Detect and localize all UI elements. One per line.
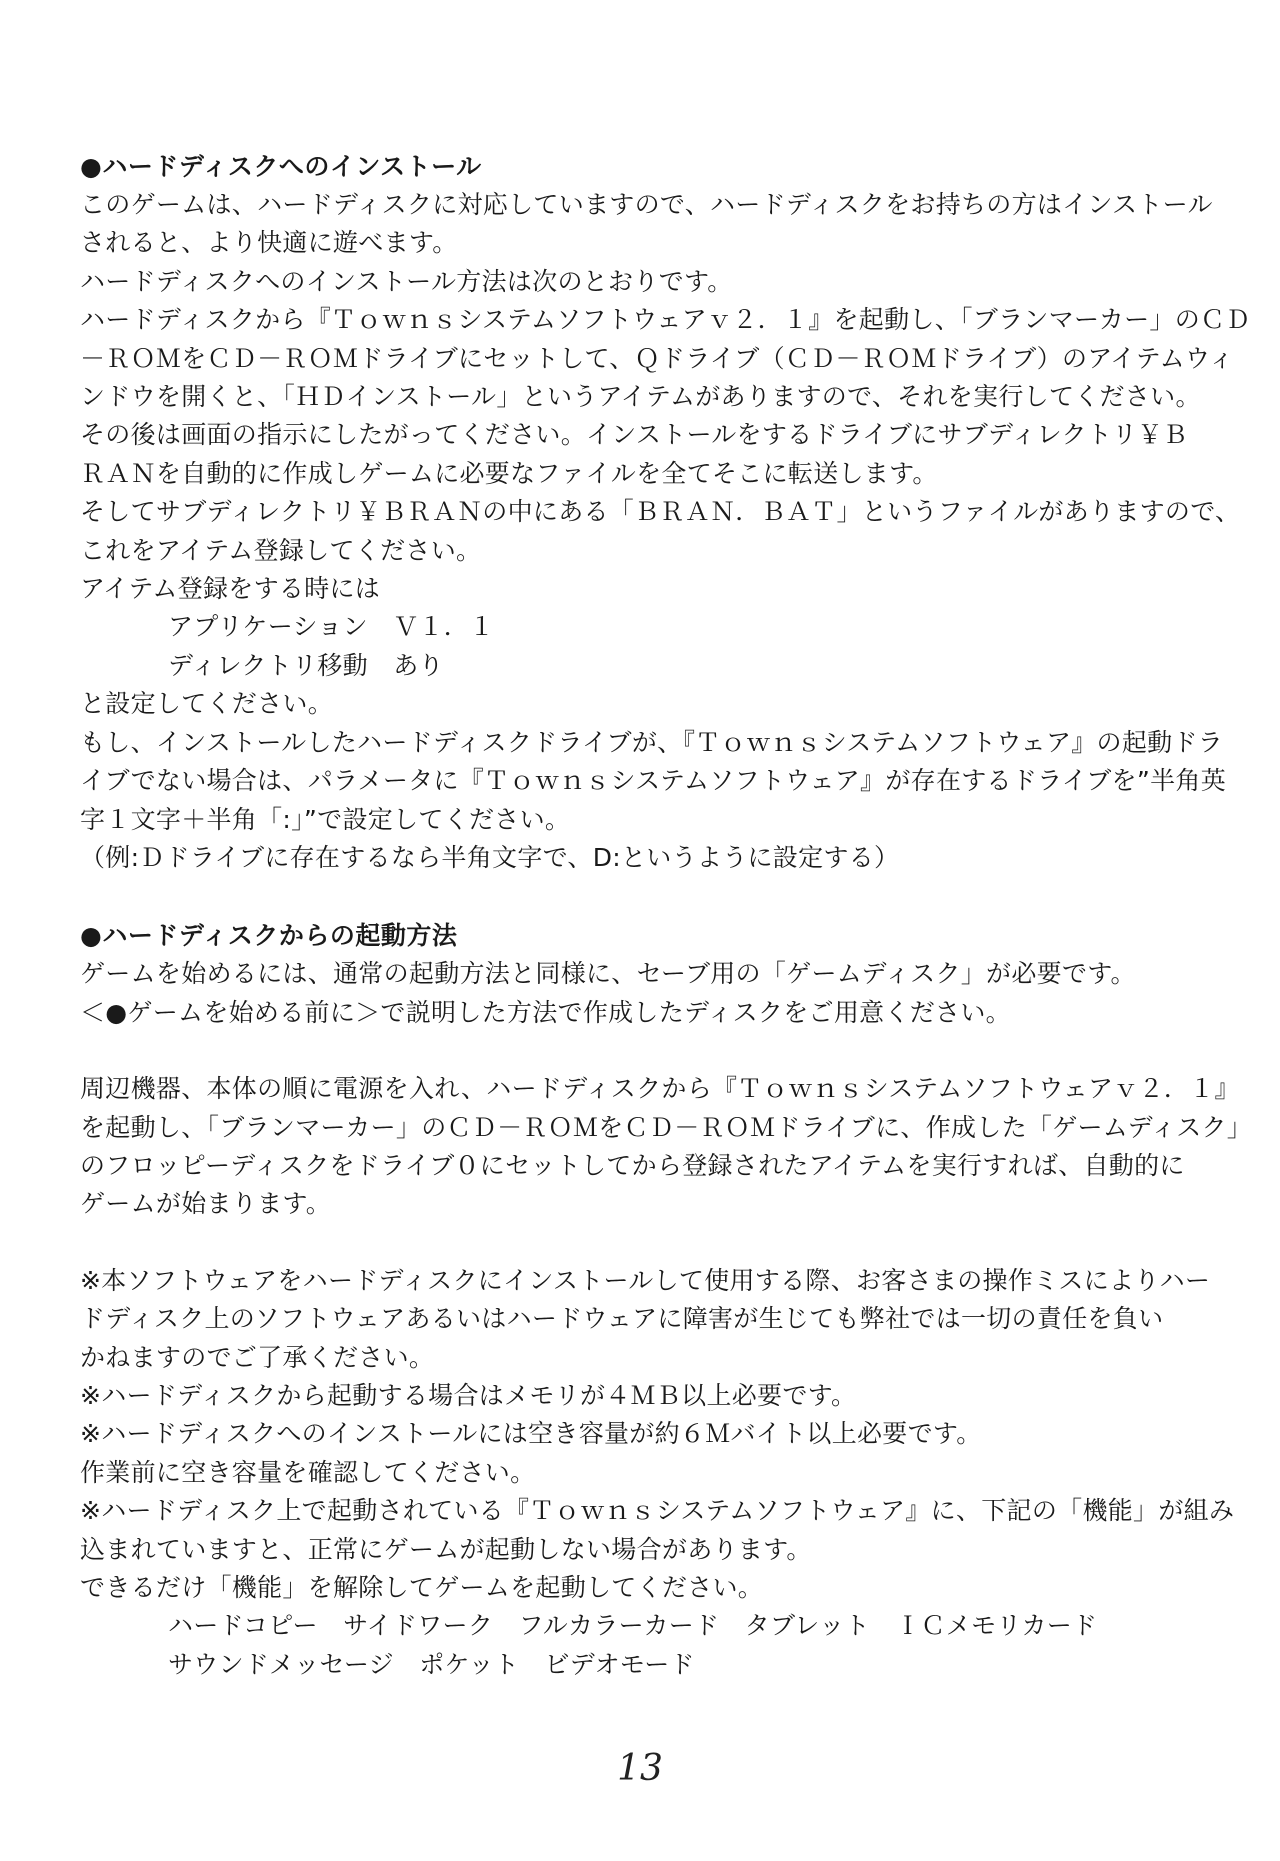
- paragraph-line: ハードディスクから『Ｔｏｗｎｓシステムソフトウェアｖ２．１』を起動し、「ブランマーカー」のＣＤ: [80, 305, 1251, 335]
- example-note: （例:Ｄドライブに存在するなら半角文字で、D:というように設定する）: [80, 842, 900, 872]
- paragraph-line: ハードディスクへのインストール方法は次のとおりです。: [80, 266, 733, 296]
- paragraph-line: その後は画面の指示にしたがってください。インストールをするドライブにサブディレクトリ￥Ｂ: [80, 420, 1188, 450]
- paragraph-line: －ＲＯＭをＣＤ－ＲＯＭドライブにセットして、Ｑドライブ（ＣＤ－ＲＯＭドライブ）のアイテムウィ: [80, 343, 1235, 373]
- paragraph-spacer: [80, 1032, 1220, 1070]
- paragraph-line: のフロッピーディスクをドライブ０にセットしてから登録されたアイテムを実行すれば、自動的に: [80, 1150, 1185, 1180]
- paragraph-spacer: [80, 1224, 1220, 1262]
- paragraph-line: イブでない場合は、パラメータに『Ｔｏｗｎｓシステムソフトウェア』が存在するドライブを”半角英: [80, 766, 1227, 796]
- paragraph-line: ＜●ゲームを始める前に＞で説明した方法で作成したディスクをご用意ください。: [80, 997, 1011, 1027]
- section-heading-install: ●ハードディスクへのインストール: [80, 152, 482, 181]
- paragraph-line: ゲームを始めるには、通常の起動方法と同様に、セーブ用の「ゲームディスク」が必要です。: [80, 959, 1136, 989]
- paragraph-line: ゲームが始まります。: [80, 1189, 332, 1219]
- paragraph-line: もし、インストールしたハードディスクドライブが、『Ｔｏｗｎｓシステムソフトウェア』の起動ドラ: [80, 727, 1224, 757]
- paragraph-line: そしてサブディレクトリ￥ＢＲＡＮの中にある「ＢＲＡＮ．ＢＡＴ」というファイルがありますので、: [80, 497, 1241, 527]
- page-number: 13: [617, 1748, 663, 1789]
- note-line: 作業前に空き容量を確認してください。: [80, 1457, 536, 1487]
- paragraph-line: ンドウを開くと、「ＨＤインストール」というアイテムがありますので、それを実行してください。: [80, 382, 1201, 412]
- paragraph-line: アイテム登録をする時には: [80, 574, 381, 604]
- note-line: 込まれていますと、正常にゲームが起動しない場合があります。: [80, 1534, 812, 1564]
- paragraph-line: これをアイテム登録してください。: [80, 535, 482, 565]
- note-line: ※ハードディスクから起動する場合はメモリが４ＭＢ以上必要です。: [80, 1380, 857, 1410]
- paragraph-line: 字１文字＋半角「:」”で設定してください。: [80, 804, 571, 834]
- function-list-line: サウンドメッセージ ポケット ビデオモード: [168, 1649, 695, 1679]
- section-spacer: [80, 877, 1220, 917]
- page-content: [80, 148, 1253, 1684]
- note-line: できるだけ「機能」を解除してゲームを起動してください。: [80, 1573, 764, 1602]
- section-heading-boot: ●ハードディスクからの起動方法: [80, 921, 458, 951]
- note-line: ※本ソフトウェアをハードディスクにインストールして使用する際、お客さまの操作ミスによりハー: [80, 1265, 1211, 1295]
- function-list-line: ハードコピー サイドワーク フルカラーカード タブレット ＩＣメモリカード: [168, 1611, 1098, 1641]
- paragraph-line: されると、より快適に遊べます。: [80, 228, 458, 258]
- paragraph-line: 周辺機器、本体の順に電源を入れ、ハードディスクから『Ｔｏｗｎｓシステムソフトウェアｖ２．１』: [80, 1074, 1240, 1104]
- note-line: ※ハードディスク上で起動されている『Ｔｏｗｎｓシステムソフトウェア』に、下記の「機能」が組み: [80, 1496, 1235, 1526]
- note-line: かねますのでご了承ください。: [80, 1342, 435, 1372]
- setting-application: アプリケーション Ｖ１．１: [168, 612, 495, 642]
- note-line: ドディスク上のソフトウェアあるいはハードウェアに障害が生じても弊社では一切の責任を負い: [80, 1304, 1164, 1334]
- setting-directory-move: ディレクトリ移動 あり: [168, 650, 444, 680]
- paragraph-line: このゲームは、ハードディスクに対応していますので、ハードディスクをお持ちの方はインストール: [80, 190, 1213, 219]
- paragraph-line: を起動し、「ブランマーカー」のＣＤ－ＲＯＭをＣＤ－ＲＯＭドライブに、作成した「ゲームディスク」: [80, 1112, 1253, 1142]
- paragraph-line: ＲＡＮを自動的に作成しゲームに必要なファイルを全てそこに転送します。: [80, 458, 938, 488]
- paragraph-line: と設定してください。: [80, 689, 334, 719]
- note-line: ※ハードディスクへのインストールには空き容量が約６Ｍバイト以上必要です。: [80, 1419, 982, 1449]
